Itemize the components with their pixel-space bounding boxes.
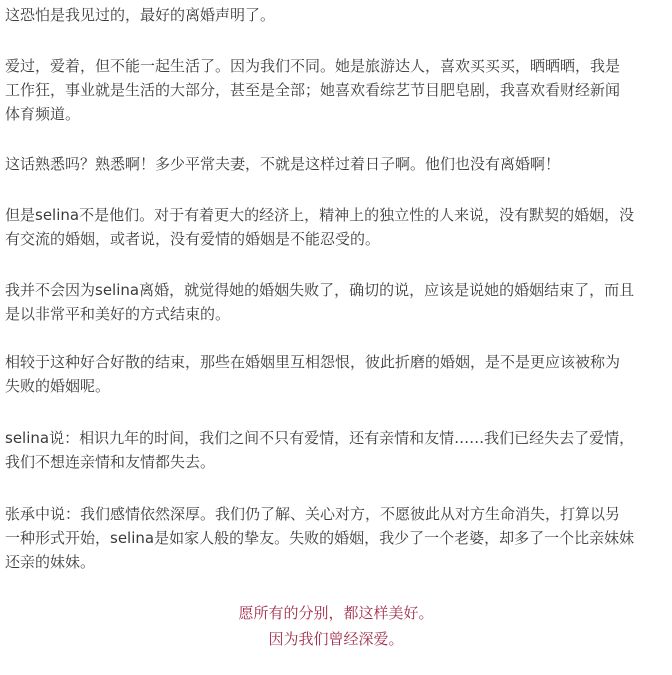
paragraph-familiar (5, 152, 560, 176)
paragraph-line: 一种形式开始，selina是如家人般的挚友。失败的婚姻，我少了一个老婆，却多了一个比亲妹妹 (5, 529, 635, 547)
paragraph-line: 我并不会因为selina离婚，就觉得她的婚姻失败了，确切的说，应该是说她的婚姻结束了，而且 (5, 281, 635, 299)
closing-line-2: 因为我们曾经深爱。 (268, 630, 404, 648)
closing-line-1: 愿所有的分别，都这样美好。 (238, 604, 434, 622)
paragraph-line: 工作狂，事业就是生活的大部分，甚至是全部；她喜欢看综艺节目肥皂剧，我喜欢看财经新闻 (5, 81, 621, 99)
paragraph-line: 还亲的妹妹。 (5, 553, 96, 571)
paragraph-zhang-quote (5, 502, 634, 574)
paragraph-not-failure (5, 278, 634, 326)
paragraph-line: 是以非常平和美好的方式结束的。 (5, 305, 231, 323)
paragraph-line: 这话熟悉吗？熟悉啊！多少平常夫妻，不就是这样过着日子啊。他们也没有离婚啊！ (5, 155, 561, 173)
paragraph-line: 有交流的婚姻，或者说，没有爱情的婚姻是不能忍受的。 (5, 230, 381, 248)
paragraph-line: 相较于这种好合好散的结束，那些在婚姻里互相怨恨，彼此折磨的婚姻，是不是更应该被称为 (5, 353, 621, 371)
paragraph-selina-quote (5, 426, 634, 474)
paragraph-line: 失败的婚姻呢。 (5, 377, 111, 395)
paragraph-intro (5, 3, 275, 27)
paragraph-differences (5, 54, 620, 126)
paragraph-independence (5, 203, 634, 251)
paragraph-line: selina说：相识九年的时间，我们之间不只有爱情，还有亲情和友情……我们已经失去了爱情， (5, 429, 635, 447)
paragraph-line: 张承中说：我们感情依然深厚。我们仍了解、关心对方，不愿彼此从对方生命消失，打算以另 (5, 505, 621, 523)
paragraph-line: 我们不想连亲情和友情都失去。 (5, 453, 216, 471)
paragraph-line: 体育频道。 (5, 105, 81, 123)
paragraph-line: 但是selina不是他们。对于有着更大的经济上，精神上的独立性的人来说，没有默契的婚姻，没 (5, 206, 635, 224)
paragraph-comparison (5, 350, 620, 398)
paragraph-line: 这恐怕是我见过的，最好的离婚声明了。 (5, 6, 276, 24)
paragraph-line: 爱过，爱着，但不能一起生活了。因为我们不同。她是旅游达人，喜欢买买买，晒晒晒，我是 (5, 57, 621, 75)
